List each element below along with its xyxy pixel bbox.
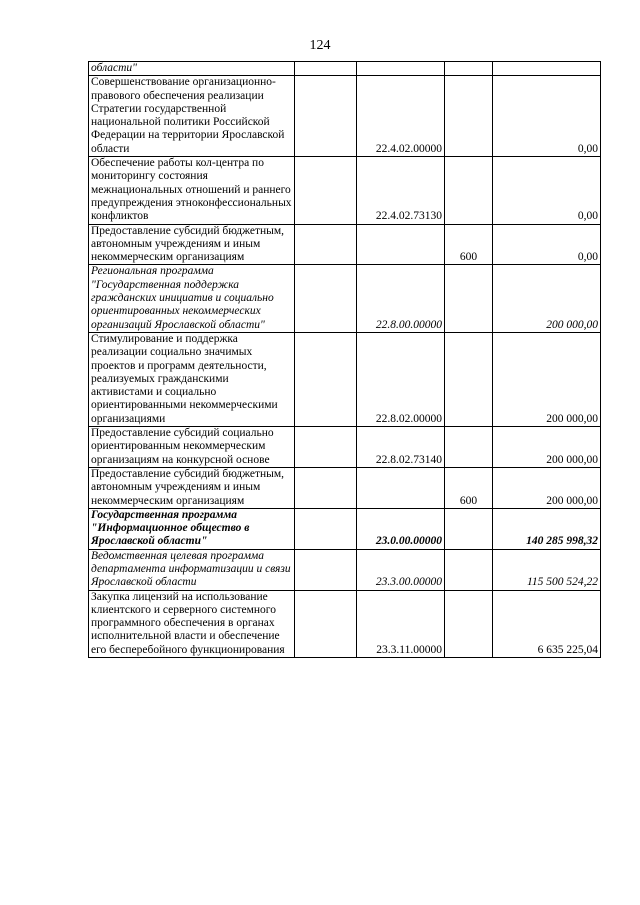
- row-expense-type: [445, 62, 493, 76]
- table-row: [89, 224, 601, 265]
- row-target-code: 22.4.02.73130: [357, 157, 445, 224]
- row-target-code: 22.8.00.00000: [357, 265, 445, 332]
- row-amount: 140 285 998,32: [493, 508, 601, 549]
- row-expense-type: [445, 157, 493, 224]
- row-name: Предоставление субсидий социально ориентированным некоммерческим организациям на конкурсной основе: [89, 427, 295, 468]
- row-name: Предоставление субсидий бюджетным, автономным учреждениям и иным некоммерческим организациям: [89, 224, 295, 265]
- row-amount: 200 000,00: [493, 332, 601, 426]
- row-amount: 6 635 225,04: [493, 590, 601, 657]
- row-empty-cell: [295, 508, 357, 549]
- row-name: Государственная программа "Информационное общество в Ярославской области": [89, 508, 295, 549]
- row-empty-cell: [295, 265, 357, 332]
- row-target-code: [357, 224, 445, 265]
- row-empty-cell: [295, 467, 357, 508]
- row-amount: 200 000,00: [493, 427, 601, 468]
- row-name: Закупка лицензий на использование клиентского и серверного системного программного обеспечения в органах исполнительной власти и обеспечение его бесперебойного функционирования: [89, 590, 295, 657]
- row-empty-cell: [295, 62, 357, 76]
- row-expense-type: [445, 549, 493, 590]
- row-target-code: [357, 62, 445, 76]
- table-row: [89, 427, 601, 468]
- row-expense-type: [445, 76, 493, 157]
- row-empty-cell: [295, 224, 357, 265]
- row-empty-cell: [295, 76, 357, 157]
- table-row: [89, 76, 601, 157]
- table-row: [89, 332, 601, 426]
- row-target-code: 22.4.02.00000: [357, 76, 445, 157]
- row-name: Обеспечение работы кол-центра по мониторингу состояния межнациональных отношений и раннего предупреждения этноконфессиональных конфликтов: [89, 157, 295, 224]
- row-expense-type: 600: [445, 224, 493, 265]
- row-empty-cell: [295, 157, 357, 224]
- table-row: [89, 590, 601, 657]
- budget-table: [88, 61, 601, 658]
- row-empty-cell: [295, 549, 357, 590]
- row-name: Совершенствование организационно-правового обеспечения реализации Стратегии государственной национальной политики Российской Федерации на территории Ярославской области: [89, 76, 295, 157]
- row-name: Ведомственная целевая программа департамента информатизации и связи Ярославской области: [89, 549, 295, 590]
- row-expense-type: [445, 590, 493, 657]
- row-name: Стимулирование и поддержка реализации социально значимых проектов и программ деятельности, реализуемых гражданскими активистами и социально ориентированными некоммерческими организациями: [89, 332, 295, 426]
- row-expense-type: 600: [445, 467, 493, 508]
- row-expense-type: [445, 427, 493, 468]
- row-amount: 0,00: [493, 76, 601, 157]
- row-amount: [493, 62, 601, 76]
- row-name: Предоставление субсидий бюджетным, автономным учреждениям и иным некоммерческим организациям: [89, 467, 295, 508]
- row-expense-type: [445, 508, 493, 549]
- table-row: [89, 157, 601, 224]
- row-amount: 0,00: [493, 224, 601, 265]
- row-target-code: 23.0.00.00000: [357, 508, 445, 549]
- row-target-code: [357, 467, 445, 508]
- row-target-code: 22.8.02.73140: [357, 427, 445, 468]
- row-expense-type: [445, 265, 493, 332]
- row-amount: 200 000,00: [493, 467, 601, 508]
- row-empty-cell: [295, 427, 357, 468]
- row-name: Региональная программа "Государственная поддержка гражданских инициатив и социально ориентированных некоммерческих организаций Ярославской области": [89, 265, 295, 332]
- row-amount: 115 500 524,22: [493, 549, 601, 590]
- row-name: области": [89, 62, 295, 76]
- budget-table-body: [89, 62, 601, 658]
- table-row: [89, 549, 601, 590]
- page-number: 124: [309, 38, 331, 53]
- table-row: [89, 467, 601, 508]
- table-row: [89, 62, 601, 76]
- row-target-code: 23.3.11.00000: [357, 590, 445, 657]
- row-expense-type: [445, 332, 493, 426]
- row-empty-cell: [295, 590, 357, 657]
- row-empty-cell: [295, 332, 357, 426]
- row-amount: 0,00: [493, 157, 601, 224]
- row-amount: 200 000,00: [493, 265, 601, 332]
- row-target-code: 22.8.02.00000: [357, 332, 445, 426]
- table-row: [89, 508, 601, 549]
- table-row: [89, 265, 601, 332]
- row-target-code: 23.3.00.00000: [357, 549, 445, 590]
